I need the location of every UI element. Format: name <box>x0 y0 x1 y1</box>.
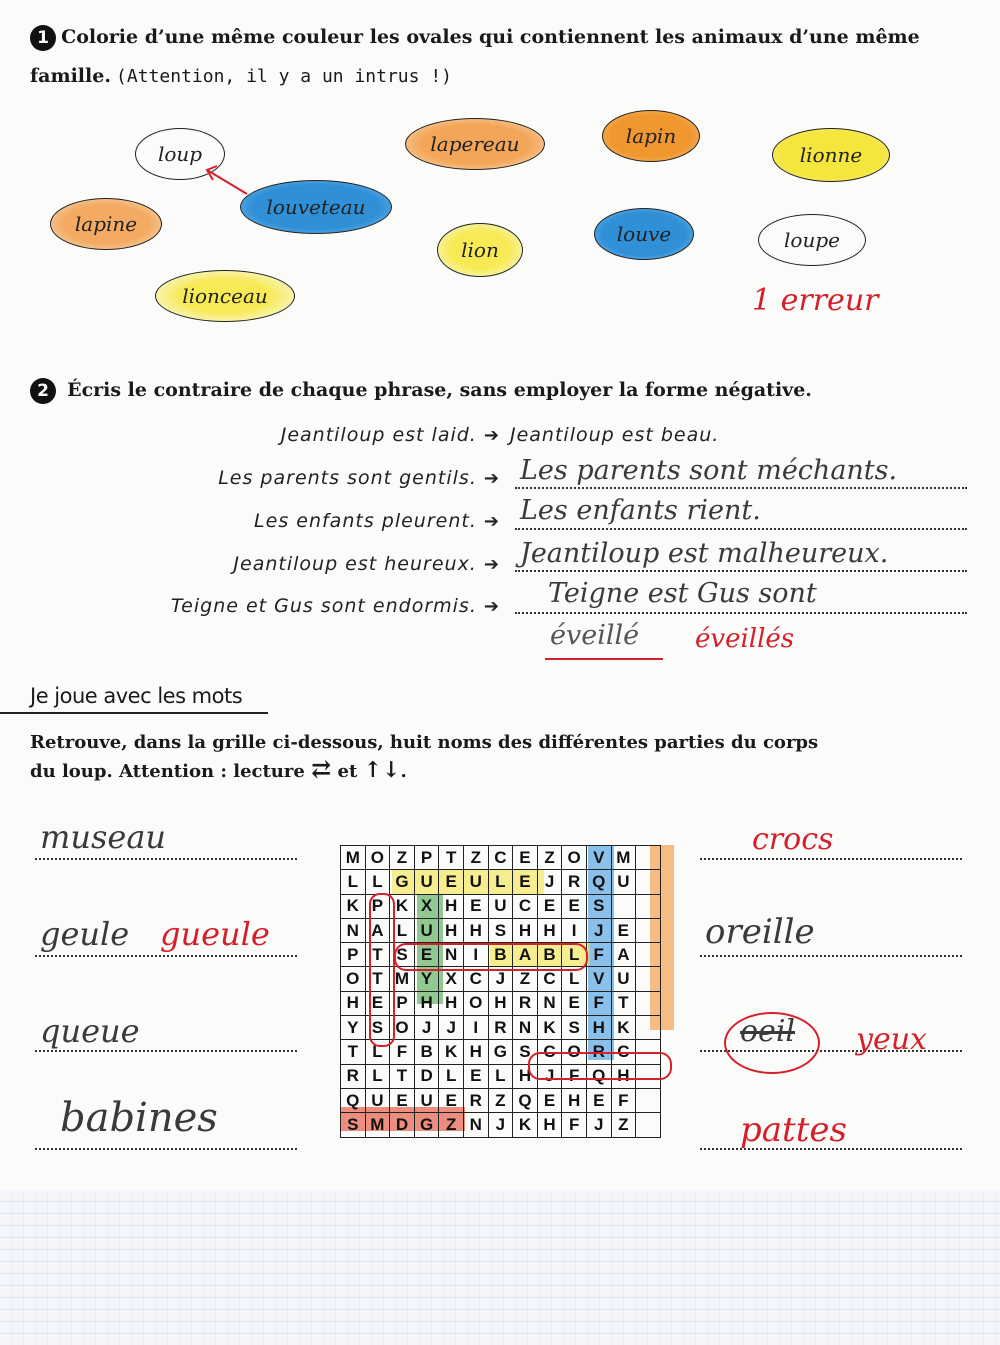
answer-dotted-line <box>515 487 967 489</box>
oval-word: lionceau <box>182 284 268 308</box>
oval-word: lion <box>461 238 499 262</box>
grid-cell[interactable]: E <box>366 992 391 1016</box>
grid-cell[interactable]: Q <box>341 1089 366 1113</box>
grid-cell[interactable]: S <box>562 1016 587 1040</box>
grid-cell[interactable]: E <box>390 1089 415 1113</box>
grid-cell[interactable]: F <box>562 1113 587 1137</box>
grid-cell[interactable]: Z <box>513 967 538 991</box>
grid-cell[interactable]: R <box>464 1089 489 1113</box>
teacher-note-error: 1 erreur <box>752 283 879 318</box>
grid-cell[interactable]: E <box>513 846 538 870</box>
grid-cell[interactable]: Q <box>587 1065 612 1089</box>
grid-cell[interactable]: H <box>439 919 464 943</box>
grid-cell[interactable]: P <box>366 895 391 919</box>
grid-cell[interactable]: M <box>341 846 366 870</box>
grid-cell[interactable]: F <box>390 1040 415 1064</box>
teacher-underline <box>545 658 663 660</box>
grid-cell[interactable]: T <box>390 1065 415 1089</box>
grid-cell[interactable]: Z <box>612 1113 637 1137</box>
sentence-row <box>90 467 500 489</box>
grid-cell[interactable]: C <box>489 846 514 870</box>
grid-cell[interactable]: R <box>341 1065 366 1089</box>
grid-cell[interactable]: J <box>587 1113 612 1137</box>
grid-cell[interactable]: E <box>538 1089 563 1113</box>
grid-cell[interactable]: T <box>612 992 637 1016</box>
grid-cell[interactable]: V <box>587 967 612 991</box>
left-correction: gueule <box>160 915 270 953</box>
grid-cell[interactable]: H <box>562 1089 587 1113</box>
grid-cell[interactable]: T <box>439 846 464 870</box>
grid-cell[interactable]: N <box>341 919 366 943</box>
left-answer-4: babines <box>60 1095 218 1141</box>
arrow-icon: ➔ <box>483 511 500 532</box>
student-answer: Jeantiloup est malheureux. <box>520 538 889 569</box>
grid-cell[interactable] <box>636 870 661 894</box>
grid-cell[interactable]: U <box>612 967 637 991</box>
game-instruction-line2: du loup. Attention : lecture ⇄ et ↑↓. <box>30 754 407 783</box>
answer-dotted-line <box>35 1050 297 1052</box>
oval-word: lapereau <box>430 132 520 156</box>
grid-cell[interactable]: X <box>415 895 440 919</box>
answer-dotted-line <box>35 1148 297 1150</box>
grid-cell[interactable]: K <box>612 1016 637 1040</box>
answer-dotted-line <box>515 570 967 572</box>
grid-cell[interactable]: Y <box>341 1016 366 1040</box>
grid-cell[interactable]: X <box>439 967 464 991</box>
grid-cell[interactable] <box>636 1113 661 1137</box>
oval-louveteau[interactable] <box>240 180 392 234</box>
sentence-row <box>90 510 500 532</box>
grid-cell[interactable] <box>636 846 661 870</box>
sentence-text: Jeantiloup est laid. <box>280 424 477 446</box>
grid-cell[interactable]: Z <box>538 846 563 870</box>
grid-cell[interactable]: R <box>562 870 587 894</box>
oval-word: lionne <box>799 143 863 167</box>
oval-lapine[interactable] <box>50 198 162 250</box>
grid-cell[interactable]: P <box>415 846 440 870</box>
student-answer: Les enfants rient. <box>520 495 761 526</box>
sentence-text: Teigne et Gus sont endormis. <box>170 595 477 617</box>
grid-cell[interactable]: K <box>439 1040 464 1064</box>
grid-cell[interactable]: H <box>415 992 440 1016</box>
grid-cell[interactable]: P <box>390 992 415 1016</box>
exercise1-instruction-bold: Colorie d’une même couleur les ovales qui contiennent les animaux d’une même famille. <box>30 26 920 87</box>
answer-dotted-line <box>35 955 297 957</box>
grid-cell[interactable]: I <box>464 943 489 967</box>
sentence-row <box>90 595 500 617</box>
grid-cell[interactable]: E <box>612 919 637 943</box>
grid-cell[interactable]: K <box>513 1113 538 1137</box>
right-answer-1: crocs <box>752 822 834 857</box>
horizontal-arrows-icon: ⇄ <box>311 754 332 783</box>
grid-cell[interactable]: E <box>562 992 587 1016</box>
grid-cell[interactable] <box>636 919 661 943</box>
circle-babines <box>394 943 588 971</box>
grid-cell[interactable]: H <box>513 1065 538 1089</box>
grid-cell[interactable]: H <box>513 919 538 943</box>
oval-lapin[interactable] <box>602 110 700 162</box>
grid-cell[interactable]: A <box>612 943 637 967</box>
game-instruction-line1: Retrouve, dans la grille ci-dessous, huit noms des différentes parties du corps <box>30 732 819 753</box>
left-answer-2: geule <box>40 915 130 953</box>
grid-cell[interactable]: E <box>538 895 563 919</box>
grid-cell[interactable]: L <box>366 870 391 894</box>
oval-loupe[interactable] <box>758 214 866 266</box>
exercise2-instruction <box>30 378 970 404</box>
grid-cell[interactable]: H <box>464 1040 489 1064</box>
grid-cell[interactable]: Z <box>489 1089 514 1113</box>
grid-cell[interactable]: N <box>538 992 563 1016</box>
exercise2-instruction-text: Écris le contraire de chaque phrase, sans employer la forme négative. <box>67 379 812 401</box>
grid-cell[interactable] <box>636 992 661 1016</box>
oval-lionne[interactable] <box>772 128 890 182</box>
grid-cell[interactable]: L <box>489 870 514 894</box>
grid-cell[interactable]: O <box>366 846 391 870</box>
vertical-arrows-icon: ↑↓ <box>363 757 401 783</box>
grid-cell[interactable]: Z <box>464 846 489 870</box>
grid-cell[interactable]: L <box>489 1065 514 1089</box>
grid-cell[interactable]: M <box>612 846 637 870</box>
grid-cell[interactable]: C <box>513 895 538 919</box>
grid-cell[interactable]: H <box>489 992 514 1016</box>
oval-word: louve <box>616 222 672 246</box>
grid-cell[interactable]: T <box>341 1040 366 1064</box>
grid-cell[interactable]: U <box>366 1089 391 1113</box>
grid-cell[interactable]: P <box>341 943 366 967</box>
grid-cell[interactable]: H <box>341 992 366 1016</box>
grid-cell[interactable]: R <box>513 992 538 1016</box>
grid-cell[interactable]: U <box>415 1089 440 1113</box>
grid-cell[interactable]: G <box>415 1113 440 1137</box>
oval-lion[interactable] <box>437 223 523 277</box>
left-answer-1: museau <box>40 818 166 856</box>
right-student-wrong: oeil <box>740 1014 796 1049</box>
grid-cell[interactable]: J <box>587 919 612 943</box>
grid-cell[interactable]: O <box>341 967 366 991</box>
grid-cell[interactable]: G <box>390 870 415 894</box>
grid-cell[interactable]: H <box>439 992 464 1016</box>
grid-cell[interactable]: J <box>538 1065 563 1089</box>
grid-cell[interactable]: M <box>366 1113 391 1137</box>
heading-underline <box>0 712 268 714</box>
grid-cell[interactable]: H <box>538 919 563 943</box>
grid-cell[interactable]: U <box>464 870 489 894</box>
right-answer-4: pattes <box>740 1110 847 1150</box>
answer-dotted-line <box>35 858 297 860</box>
circle-crocs <box>528 1052 672 1080</box>
student-extra-word: éveillé <box>550 620 640 651</box>
sentence-row <box>90 553 500 575</box>
grid-cell[interactable]: F <box>587 992 612 1016</box>
grid-cell[interactable]: N <box>464 1113 489 1137</box>
grid-cell[interactable]: O <box>562 1040 587 1064</box>
grid-cell[interactable]: H <box>538 1113 563 1137</box>
grid-cell[interactable] <box>636 967 661 991</box>
grid-cell[interactable]: O <box>464 992 489 1016</box>
grid-cell[interactable]: H <box>587 1016 612 1040</box>
sentence-given-answer: Jeantiloup est beau. <box>510 424 720 446</box>
grid-cell[interactable] <box>636 1089 661 1113</box>
grid-cell[interactable]: C <box>538 967 563 991</box>
circle-pattes <box>369 893 395 1047</box>
sentence-text: Les parents sont gentils. <box>218 467 477 489</box>
left-answer-3: queue <box>40 1012 140 1050</box>
game-heading: Je joue avec les mots <box>30 684 243 708</box>
sentence-text: Les enfants pleurent. <box>254 510 477 532</box>
grid-cell[interactable]: S <box>587 895 612 919</box>
arrow-icon: ➔ <box>483 468 500 489</box>
grid-cell[interactable]: B <box>489 943 514 967</box>
right-answer-2: oreille <box>705 912 815 952</box>
answer-dotted-line <box>515 528 967 530</box>
grid-cell[interactable] <box>612 895 637 919</box>
grid-cell[interactable]: E <box>415 943 440 967</box>
grid-cell[interactable]: B <box>415 1040 440 1064</box>
right-answer-3: yeux <box>856 1022 927 1057</box>
grid-cell[interactable]: O <box>390 1016 415 1040</box>
sentence-row <box>90 424 500 446</box>
grid-cell[interactable]: Q <box>587 870 612 894</box>
grid-cell[interactable]: T <box>366 943 391 967</box>
grid-cell[interactable]: C <box>464 967 489 991</box>
grid-cell[interactable]: I <box>464 1016 489 1040</box>
grid-cell[interactable]: U <box>489 895 514 919</box>
grid-cell[interactable]: R <box>587 1040 612 1064</box>
grid-cell[interactable]: F <box>587 943 612 967</box>
grid-cell[interactable]: M <box>390 967 415 991</box>
grid-cell[interactable]: C <box>612 1040 637 1064</box>
grid-cell[interactable]: U <box>415 919 440 943</box>
arrow-icon: ➔ <box>483 554 500 575</box>
grid-cell[interactable] <box>636 1016 661 1040</box>
oval-word: loup <box>157 142 203 166</box>
grid-cell[interactable]: K <box>390 895 415 919</box>
grid-cell[interactable]: K <box>341 895 366 919</box>
game-instruction <box>30 730 970 785</box>
oval-word: loupe <box>784 228 840 252</box>
grid-cell[interactable]: H <box>439 895 464 919</box>
teacher-circle <box>724 1012 820 1074</box>
oval-lionceau[interactable] <box>155 270 295 322</box>
student-answer: Les parents sont méchants. <box>520 455 898 486</box>
grid-cell[interactable]: Y <box>415 967 440 991</box>
oval-word: lapin <box>625 124 677 148</box>
grid-cell[interactable]: J <box>489 967 514 991</box>
grid-cell[interactable]: S <box>390 943 415 967</box>
student-answer: Teigne est Gus sont <box>548 578 817 609</box>
exercise1-instruction-note: (Attention, il y a un intrus !) <box>116 66 452 87</box>
grid-cell[interactable]: R <box>489 1016 514 1040</box>
grid-cell[interactable]: J <box>489 1113 514 1137</box>
oval-word: lapine <box>74 212 138 236</box>
grid-cell[interactable]: L <box>341 870 366 894</box>
correction-arrow-icon <box>195 160 255 200</box>
grid-cell[interactable]: A <box>513 943 538 967</box>
grid-cell[interactable]: E <box>562 895 587 919</box>
exercise2-number: 2 <box>30 378 56 404</box>
arrow-icon: ➔ <box>483 596 500 617</box>
grid-cell[interactable]: T <box>366 967 391 991</box>
arrow-icon: ➔ <box>483 425 500 446</box>
grid-cell[interactable]: C <box>538 1040 563 1064</box>
grid-cell[interactable]: G <box>489 1040 514 1064</box>
grid-cell[interactable]: I <box>562 919 587 943</box>
grid-cell[interactable] <box>636 895 661 919</box>
grid-cell[interactable]: D <box>390 1113 415 1137</box>
grid-cell[interactable] <box>636 943 661 967</box>
grid-cell[interactable]: Q <box>513 1089 538 1113</box>
grid-cell[interactable]: L <box>562 967 587 991</box>
grid-cell[interactable]: O <box>562 846 587 870</box>
grid-cell[interactable]: L <box>366 1040 391 1064</box>
grid-cell[interactable]: B <box>538 943 563 967</box>
grid-cell[interactable]: U <box>415 870 440 894</box>
grid-cell[interactable]: J <box>415 1016 440 1040</box>
grid-cell[interactable]: L <box>366 1065 391 1089</box>
graph-paper-margin <box>0 1190 1000 1345</box>
grid-cell[interactable]: D <box>415 1065 440 1089</box>
grid-cell[interactable]: K <box>538 1016 563 1040</box>
grid-cell[interactable]: E <box>513 870 538 894</box>
exercise1-number: 1 <box>30 25 56 51</box>
grid-cell[interactable]: S <box>489 919 514 943</box>
oval-lapereau[interactable] <box>405 118 545 170</box>
grid-cell[interactable]: S <box>341 1113 366 1137</box>
grid-cell[interactable]: H <box>612 1065 637 1089</box>
grid-cell[interactable]: Z <box>390 846 415 870</box>
game-instruction-et: et <box>337 761 358 782</box>
answer-dotted-line <box>515 612 967 614</box>
teacher-correction: éveillés <box>695 624 795 654</box>
oval-word: louveteau <box>266 195 366 219</box>
game-instruction-line2-text: du loup. Attention : lecture <box>30 761 305 782</box>
grid-cell[interactable]: S <box>513 1040 538 1064</box>
grid-cell[interactable]: L <box>439 1065 464 1089</box>
grid-cell[interactable]: E <box>464 1065 489 1089</box>
grid-cell[interactable]: J <box>538 870 563 894</box>
grid-cell[interactable]: U <box>612 870 637 894</box>
grid-cell[interactable]: E <box>464 895 489 919</box>
grid-cell[interactable]: V <box>587 846 612 870</box>
answer-dotted-line <box>700 858 962 860</box>
grid-cell[interactable]: L <box>390 919 415 943</box>
grid-cell[interactable]: E <box>439 870 464 894</box>
exercise1-instruction <box>30 18 960 96</box>
grid-cell[interactable]: J <box>439 1016 464 1040</box>
sentence-text: Jeantiloup est heureux. <box>233 553 477 575</box>
grid-cell[interactable]: A <box>366 919 391 943</box>
grid-cell[interactable]: N <box>513 1016 538 1040</box>
oval-louve[interactable] <box>594 208 694 260</box>
grid-cell[interactable]: E <box>587 1089 612 1113</box>
grid-cell[interactable]: S <box>366 1016 391 1040</box>
answer-dotted-line <box>700 955 962 957</box>
grid-cell[interactable]: E <box>439 1089 464 1113</box>
grid-cell[interactable]: N <box>439 943 464 967</box>
grid-cell[interactable]: H <box>464 919 489 943</box>
grid-cell[interactable]: F <box>562 1065 587 1089</box>
grid-cell[interactable]: F <box>612 1089 637 1113</box>
grid-cell[interactable]: L <box>562 943 587 967</box>
grid-cell[interactable]: Z <box>439 1113 464 1137</box>
